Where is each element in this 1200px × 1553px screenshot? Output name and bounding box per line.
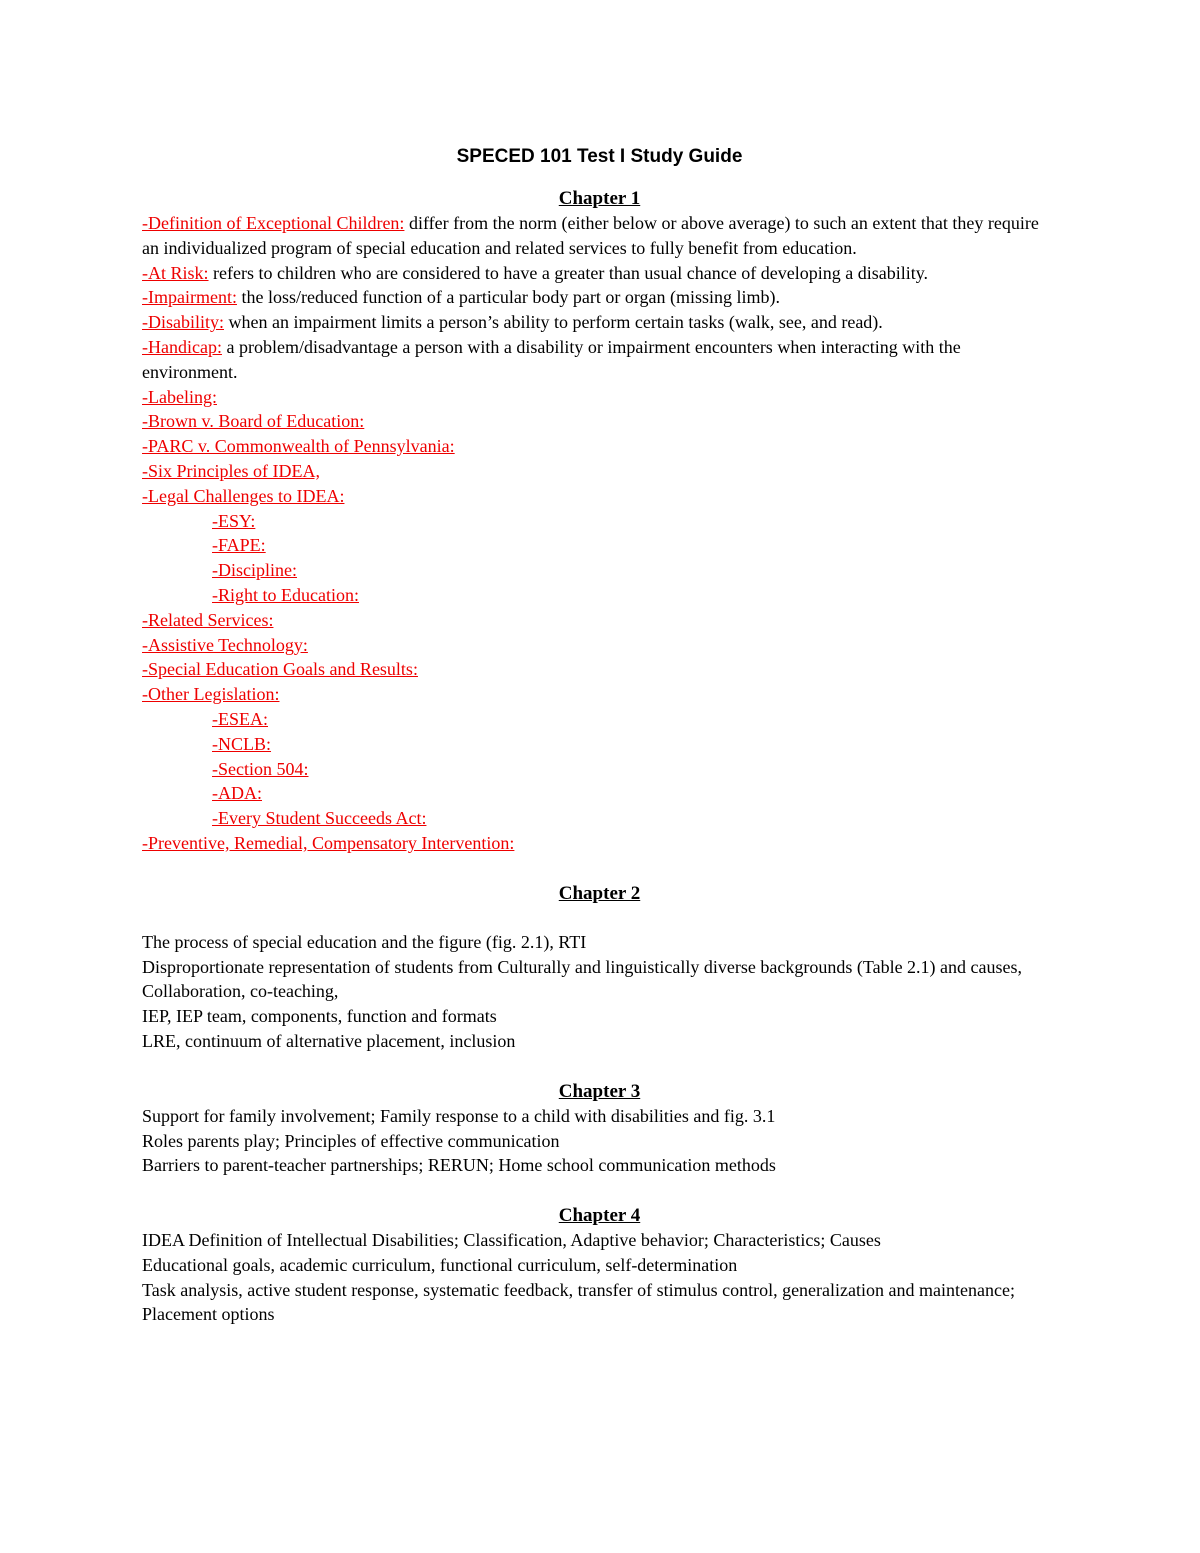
subterm-item (142, 558, 1057, 583)
document-page (142, 140, 1057, 1327)
spacer (142, 1054, 1057, 1079)
subterm-label: -ESY: (212, 510, 256, 531)
topic-line: The process of special education and the figure (fig. 2.1), RTI (142, 931, 587, 952)
subterm-label: -Every Student Succeeds Act: (212, 808, 427, 829)
definition-item (142, 261, 1057, 286)
term-item (142, 409, 1057, 434)
chapter-1-heading: Chapter 1 (558, 188, 641, 209)
term-item (142, 434, 1057, 459)
chapter-1-section (142, 186, 1057, 856)
term-item (142, 484, 1057, 509)
subterm-label: -ADA: (212, 783, 262, 804)
document-title: SPECED 101 Test I Study Guide (456, 146, 743, 167)
term-item (142, 633, 1057, 658)
topic-line: LRE, continuum of alternative placement, inclusion (142, 1030, 516, 1051)
subterm-item (142, 533, 1057, 558)
subterm-label: -Right to Education: (212, 584, 359, 605)
spacer (142, 174, 1057, 186)
topic-line: IDEA Definition of Intellectual Disabilities; Classification, Adaptive behavior; Characteristics; Causes (142, 1230, 881, 1251)
term-item (142, 657, 1057, 682)
definition-term: -Impairment: (142, 287, 237, 308)
term-label: -Special Education Goals and Results: (142, 659, 418, 680)
spacer (142, 906, 1057, 930)
definition-term: -At Risk: (142, 262, 209, 283)
definition-item (142, 211, 1057, 261)
definition-text: refers to children who are considered to have a greater than usual chance of developing a disability. (208, 262, 929, 283)
definition-term: -Definition of Exceptional Children: (142, 213, 405, 233)
definition-item (142, 285, 1057, 310)
subterm-label: -ESEA: (212, 708, 268, 729)
term-item (142, 608, 1057, 633)
term-label: -Legal Challenges to IDEA: (142, 485, 345, 506)
chapter-2-heading: Chapter 2 (558, 882, 641, 904)
chapter-4-heading: Chapter 4 (558, 1205, 641, 1227)
term-label: -Related Services: (142, 609, 274, 630)
definition-text: when an impairment limits a person’s ability to perform certain tasks (walk, see, and read). (224, 312, 883, 333)
chapter-4-section (142, 1203, 1057, 1327)
definition-term: -Handicap: (142, 336, 222, 357)
term-label: -Assistive Technology: (142, 634, 308, 655)
term-label: -Other Legislation: (142, 684, 280, 705)
chapter-3-section (142, 1079, 1057, 1178)
subterm-item (142, 583, 1057, 608)
definition-item (142, 335, 1057, 385)
chapter-3-heading: Chapter 3 (558, 1080, 641, 1102)
topic-line: Educational goals, academic curriculum, functional curriculum, self-determination (142, 1254, 738, 1275)
topic-line: Support for family involvement; Family response to a child with disabilities and fig. 3.1 (142, 1105, 776, 1126)
term-label: -Labeling: (142, 386, 217, 407)
term-label: -Preventive, Remedial, Compensatory Intervention: (142, 832, 515, 853)
term-label: -Brown v. Board of Education: (142, 411, 365, 432)
term-label: -Six Principles of IDEA, (142, 460, 320, 481)
term-item (142, 459, 1057, 484)
subterm-label: -Section 504: (212, 758, 309, 779)
subterm-item (142, 757, 1057, 782)
subterm-label: -FAPE: (212, 535, 266, 556)
subterm-item (142, 509, 1057, 534)
chapter-2-section (142, 881, 1057, 1054)
definition-item (142, 310, 1057, 335)
term-item (142, 385, 1057, 410)
spacer (142, 1178, 1057, 1203)
subterm-item (142, 806, 1057, 831)
definition-term: -Disability: (142, 312, 224, 333)
subterm-label: -Discipline: (212, 560, 297, 581)
definition-text: a problem/disadvantage a person with a disability or impairment encounters when interacting with the environment. (142, 336, 961, 382)
term-item (142, 682, 1057, 707)
topic-line: Task analysis, active student response, systematic feedback, transfer of stimulus control, generalization and maintenance; Placement options (142, 1279, 1015, 1325)
definition-text: differ from the norm (either below or above average) to such an extent that they require an individualized program of special education and related services to fully benefit from education. (142, 213, 1039, 258)
term-label: -PARC v. Commonwealth of Pennsylvania: (142, 436, 455, 457)
subterm-item (142, 707, 1057, 732)
term-item (142, 831, 1057, 856)
subterm-item (142, 781, 1057, 806)
spacer (142, 856, 1057, 881)
topic-line: Disproportionate representation of students from Culturally and linguistically diverse backgrounds (Table 2.1) and causes, Collaboration, co-teaching, (142, 956, 1023, 1002)
topic-line: Roles parents play; Principles of effective communication (142, 1130, 560, 1151)
subterm-item (142, 732, 1057, 757)
topic-line: Barriers to parent-teacher partnerships; RERUN; Home school communication methods (142, 1155, 776, 1176)
definition-text: the loss/reduced function of a particular body part or organ (missing limb). (236, 287, 781, 308)
subterm-label: -NCLB: (212, 733, 272, 754)
topic-line: IEP, IEP team, components, function and formats (142, 1006, 497, 1027)
